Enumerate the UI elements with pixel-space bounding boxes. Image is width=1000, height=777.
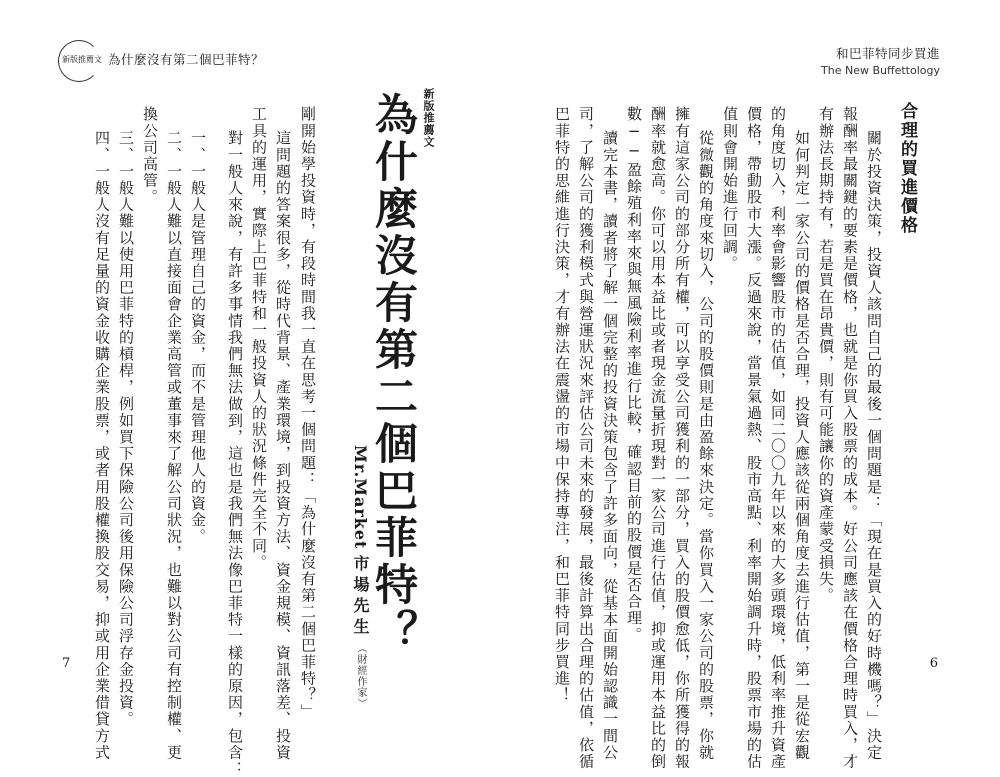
body-column: 價格，帶動股市大漲。反過來說，當景氣過熱、股市高點、利率開始調升時，股票市場的估	[745, 106, 763, 770]
body-column: 司，了解公司的獲利模式與營運狀況來評估公司未來的發展，最後計算出合理的估值，依循	[577, 106, 595, 770]
author-name-en: Mr.Market	[351, 445, 370, 550]
body-column: 工具的運用，實際上巴菲特和一般投資人的狀況條件完全不同。	[250, 106, 268, 571]
book-title-en: The New Buffettology	[821, 64, 940, 77]
body-column: 剛開始學投資時，有段時間我一直在思考一個問題：「為什麼沒有第二個巴菲特？」	[299, 106, 317, 721]
body-column: 如何判定一家公司的價格是否合理，投資人應該從兩個角度去進行估值，第一是從宏觀	[793, 130, 811, 761]
section-heading: 合理的買進價格	[897, 102, 917, 235]
body-column: 關於投資決策，投資人該問自己的最後一個問題是：「現在是買入的好時機嗎？」決定	[865, 130, 883, 761]
body-column: 讀完本書，讀者將了解一個完整的投資決策包含了許多面向，從基本面開始認識一間公	[601, 130, 619, 761]
body-column: 三、一般人難以使用巴菲特的槓桿，例如買下保險公司後用保險公司浮存金投資。	[117, 130, 135, 728]
body-column: 對一般人來說，有許多事情我們無法做到，這也是我們無法像巴菲特一樣的原因，包含：	[226, 130, 244, 777]
author-name-zh: 市場先生	[351, 555, 370, 640]
header-tag: 新版推薦文	[62, 54, 102, 64]
body-column: 巴菲特的思維進行決策，才有辦法在震盪的市場中保持專注，和巴菲特同步買進！	[553, 106, 571, 704]
header-chapter-title: 為什麼沒有第二個巴菲特？	[108, 52, 265, 67]
body-column: 四、一般人沒有足量的資金收購企業股票，或者用股權換股交易，抑或用企業借貸方式	[93, 130, 111, 761]
article-title: 為什麼沒有第二個巴菲特？	[368, 92, 418, 656]
body-column: 從微觀的角度來切入，公司的股價則是由盈餘來決定。當你買入一家公司的股票，你就	[697, 130, 715, 761]
right-running-header	[821, 44, 940, 77]
right-page-number: 6	[929, 656, 938, 671]
author-byline	[349, 445, 372, 709]
left-running-header	[58, 46, 264, 72]
body-column: 值則會開始進行回調。	[721, 106, 739, 272]
body-column: 換公司高管。	[141, 106, 159, 206]
body-column: 這問題的答案很多，從時代背景、產業環境，到投資方法、資金規模、資訊落差、投資	[274, 130, 292, 761]
left-page-number: 7	[62, 656, 71, 671]
book-title-zh: 和巴菲特同步買進	[835, 46, 940, 61]
author-role: （財經作家）	[355, 643, 366, 710]
article-tag: 新版推薦文	[422, 88, 435, 148]
body-column: 報酬率最關鍵的要素是價格，也就是你買入股票的成本。好公司應該在價格合理時買入，才	[841, 106, 859, 770]
body-column: 數──盈餘殖利率來與無風險利率進行比較，確認目前的股價是否合理。	[625, 106, 643, 644]
body-column: 酬率就愈高。你可以用本益比或者現金流量折現對一家公司進行估值，抑或運用本益比的倒	[649, 106, 667, 770]
body-column: 擁有這家公司的部分所有權，可以享受公司獲利的一部分，買入的股價愈低，你所獲得的報	[673, 106, 691, 770]
body-column: 的角度切入，利率會影響股市的估值，如同二〇〇九年以來的大多頭環境，低利率推升資產	[769, 106, 787, 770]
body-column: 有辦法長期持有，若是買在昂貴價，則有可能讓你的資產蒙受損失。	[817, 106, 835, 604]
body-column: 一、一般人是管理自己的資金，而不是管理他人的資金。	[189, 130, 207, 545]
body-column: 二、一般人難以直接面會企業高管或董事來了解公司狀況，也難以對公司有控制權、更	[165, 130, 183, 761]
